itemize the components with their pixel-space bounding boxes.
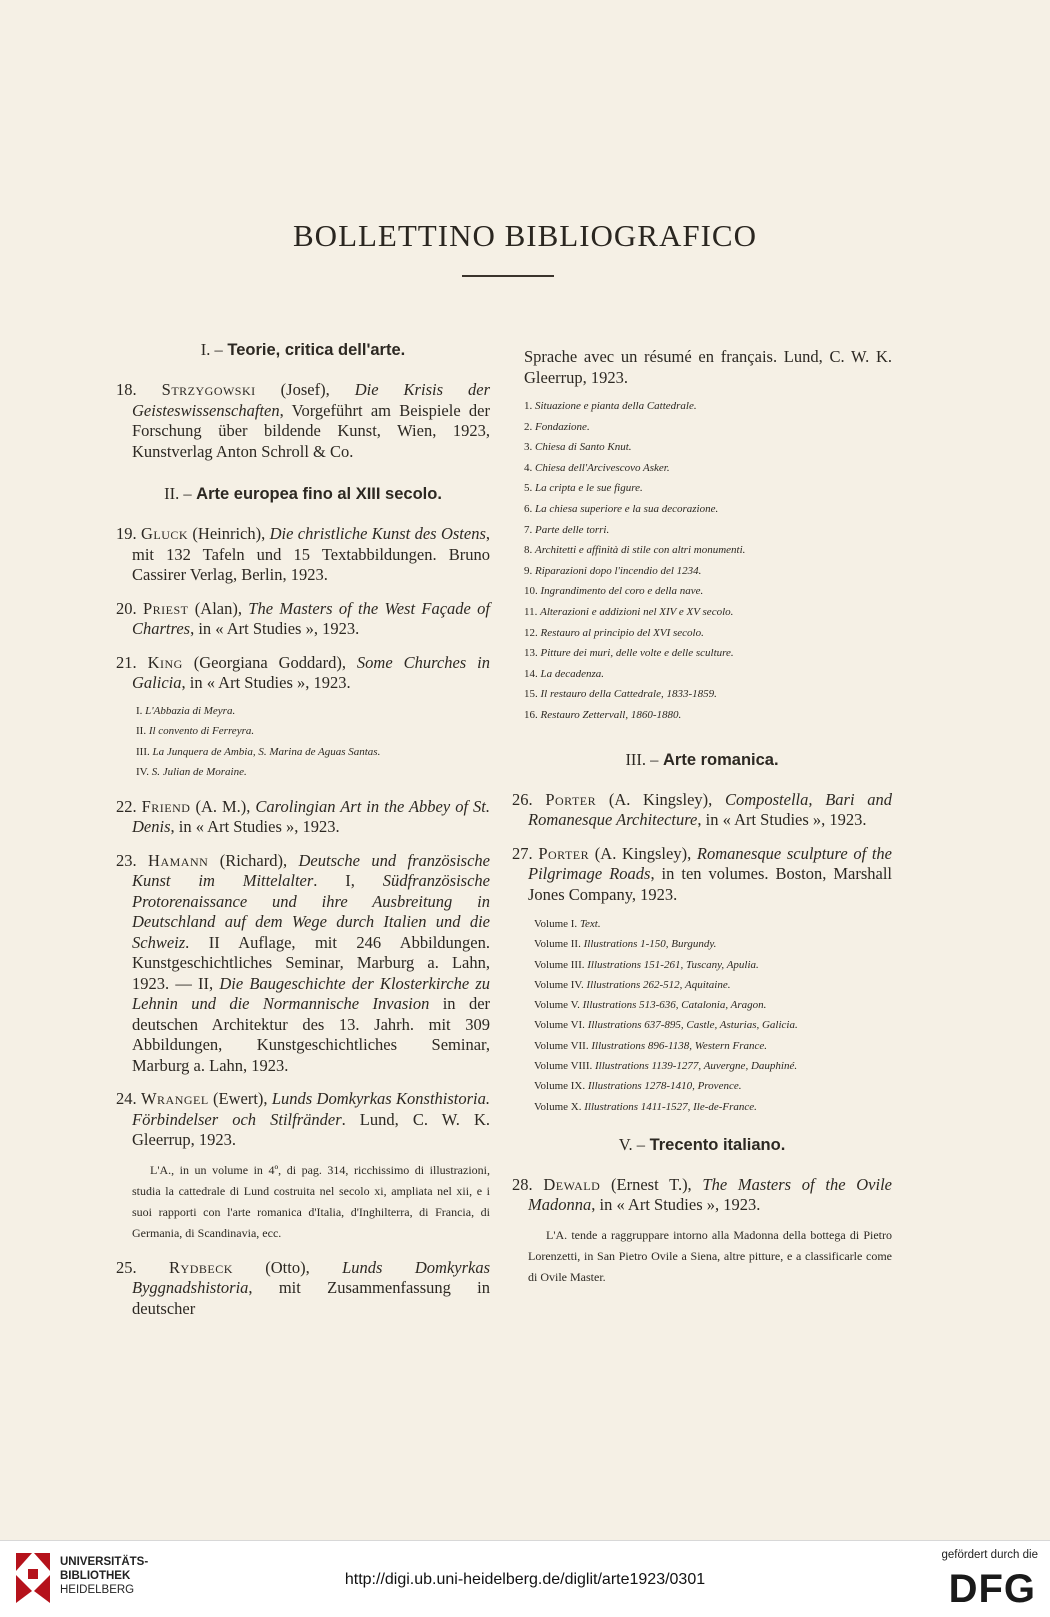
section-heading: I. – Teorie, critica dell'arte. (200, 340, 406, 359)
list-item: 2. Fondazione. (524, 420, 590, 433)
bib-entry: 24. Wrangel (Ewert), Lunds Domkyrkas Konsthistoria. Förbindelser och Stilfränder. Lund, C. W. K. Gleerrup, 1923. (116, 1089, 490, 1150)
bib-entry: 18. Strzygowski (Josef), Die Krisis der Geisteswissenschaften, Vorgeführt am Beispiele der Forschung über bildende Kunst, Wien, 1923, Kunstverlag Anton Schroll & Co. (116, 380, 490, 461)
page-title: BOLLETTINO BIBLIOGRAFICO (293, 218, 757, 253)
list-item: Volume IX. Illustrations 1278-1410, Provence. (534, 1080, 742, 1093)
list-item: 15. Il restauro della Cattedrale, 1833-1859. (524, 688, 717, 701)
bib-entry: 27. Porter (A. Kingsley), Romanesque sculpture of the Pilgrimage Roads, in ten volumes. Boston, Marshall Jones Company, 1923. (512, 843, 893, 904)
list-item: 13. Pitture dei muri, delle volte e delle sculture. (524, 647, 734, 660)
list-item: Volume X. Illustrations 1411-1527, Ile-de-France. (534, 1100, 757, 1113)
bib-entry: 26. Porter (A. Kingsley), Compostella, Bari and Romanesque Architecture, in « Art Studies », 1923. (512, 789, 892, 829)
list-item: Volume VII. Illustrations 896-1138, Western France. (534, 1039, 768, 1052)
list-item: 1. Situazione e pianta della Cattedrale. (524, 400, 697, 412)
list-item: 11. Alterazioni e addizioni nel XIV e XV secolo. (524, 605, 734, 618)
left-column (116, 340, 490, 1332)
list-item: Volume V. Illustrations 513-636, Catalonia, Aragon. (534, 999, 767, 1012)
list-item: II. Il convento di Ferreyra. (136, 725, 255, 738)
list-item: 14. La decadenza. (524, 667, 605, 680)
list-item: Volume II. Illustrations 1-150, Burgundy. (534, 938, 717, 951)
list-item: III. La Junquera de Ambia, S. Marina de Aguas Santas. (136, 745, 381, 758)
right-column (512, 347, 892, 1302)
list-item: Volume III. Illustrations 151-261, Tuscany, Apulia. (534, 958, 759, 971)
list-item: 9. Riparazioni dopo l'incendio del 1234. (524, 564, 702, 577)
bib-entry: 28. Dewald (Ernest T.), The Masters of the Ovile Madonna, in « Art Studies », 1923. (512, 1174, 892, 1215)
bib-entry: 22. Friend (A. M.), Carolingian Art in the Abbey of St. Denis, in « Art Studies », 1923. (116, 796, 490, 837)
source-url-link[interactable]: http://digi.ub.uni-heidelberg.de/diglit/arte1923/0301 (344, 1571, 706, 1588)
list-item: I. L'Abbazia di Meyra. (136, 704, 236, 717)
footer-bar (0, 1540, 1050, 1617)
list-item: 3. Chiesa di Santo Knut. (524, 441, 632, 454)
bib-entry: 23. Hamann (Richard), Deutsche und französische Kunst im Mittelalter. I, Südfranzösische Protorenaissance und ihre Ausbreitung in Deutschland auf dem Wege durch Italien und die Schweiz. II Auflage, mit 246 Abbildungen. Kunstgeschichtliches Seminar, Marburg a. Lahn, 1923. — II, Die Baugeschichte der Klosterkirche zu Lehnin und die Normannische Invasion in der deutschen Architektur des 13. Jahrh. mit 309 Abbildungen, Kunstgeschichtliches Seminar, Marburg a. Lahn, 1923. (116, 850, 491, 1075)
library-name: UNIVERSITÄTS- BIBLIOTHEK HEIDELBERG (60, 1556, 149, 1596)
entry-note: L'A., in un volume in 4º, di pag. 314, ricchissimo di illustrazioni, studia la cattedrale di Lund costruita nel secolo xi, ampliata nel xii, e i suoi rapporti con l'arte romanica d'Italia, d'Inghilterra, di Francia, di Germania, di Scandinavia, ecc. (132, 1162, 490, 1240)
list-item: 12. Restauro al principio del XVI secolo. (524, 626, 704, 639)
section-heading: II. – Arte europea fino al XIII secolo. (164, 484, 442, 503)
section-heading: V. – Trecento italiano. (618, 1134, 786, 1154)
chapter-list (512, 396, 892, 726)
dfg-logo: DFG (948, 1567, 1036, 1611)
list-item: Volume IV. Illustrations 262-512, Aquitaine. (534, 978, 731, 991)
title-rule (462, 275, 554, 277)
section-heading: III. – Arte romanica. (625, 749, 779, 769)
list-item: IV. S. Julian de Moraine. (136, 766, 247, 779)
list-item: 10. Ingrandimento del coro e della nave. (524, 585, 704, 598)
bib-entry: 25. Rydbeck (Otto), Lunds Domkyrkas Byggnadshistoria, mit Zusammenfassung in deutscher (116, 1257, 491, 1318)
bib-entry: 20. Priest (Alan), The Masters of the West Façade of Chartres, in « Art Studies », 1923. (116, 598, 490, 638)
list-item: 5. La cripta e le sue figure. (524, 482, 643, 495)
list-item: 7. Parte delle torri. (524, 523, 610, 536)
list-item: Volume VI. Illustrations 637-895, Castle, Asturias, Galicia. (534, 1019, 798, 1032)
list-item: Volume VIII. Illustrations 1139-1277, Auvergne, Dauphiné. (534, 1060, 798, 1073)
list-item: 8. Architetti e affinità di stile con altri monumenti. (524, 544, 746, 557)
list-item: Volume I. Text. (534, 918, 601, 930)
chapter-list (116, 701, 490, 783)
bib-entry-continued: Sprache avec un résumé en français. Lund, C. W. K. Gleerrup, 1923. (524, 347, 892, 387)
list-item: 6. La chiesa superiore e la sua decorazione. (524, 502, 719, 515)
entry-note: L'A. tende a raggruppare intorno alla Madonna della bottega di Pietro Lorenzetti, in San Pietro Ovile a Siena, altre pitture, e a classificarle come di Ovile Master. (528, 1227, 892, 1284)
list-item: 16. Restauro Zettervall, 1860-1880. (524, 708, 682, 721)
bib-entry: 19. Gluck (Heinrich), Die christliche Kunst des Ostens, mit 132 Tafeln und 15 Textabbildungen. Bruno Cassirer Verlag, Berlin, 1923. (116, 524, 490, 584)
funding-label: gefördert durch die (941, 1549, 1038, 1561)
list-item: 4. Chiesa dell'Arcivescovo Asker. (524, 461, 670, 474)
bib-entry: 21. King (Georgiana Goddard), Some Churches in Galicia, in « Art Studies », 1923. (116, 652, 491, 692)
volume-list (512, 914, 892, 1117)
